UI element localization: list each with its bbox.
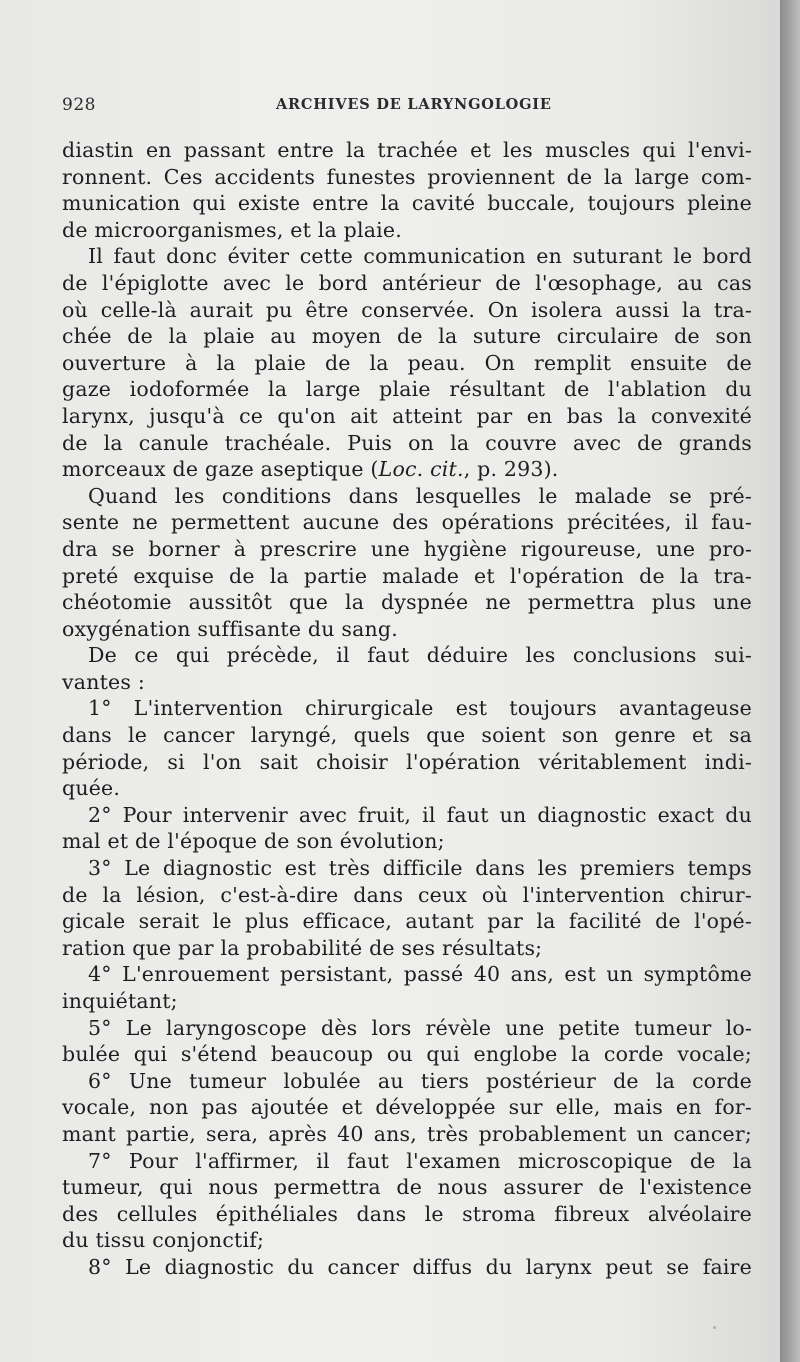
- citation-tail: , p. 293).: [463, 457, 559, 482]
- page-number: 928: [62, 95, 96, 115]
- citation-lead: morceaux de gaze aseptique (: [62, 457, 379, 482]
- text-line: ouverture à la plaie de la peau. On remplit ensuite de: [62, 350, 752, 375]
- text-line: dans le cancer laryngé, quels que soient son genre et sa: [62, 723, 752, 748]
- text-line: quée.: [62, 776, 121, 801]
- text-line: tumeur, qui nous permettra de nous assurer de l'existence: [62, 1175, 752, 1200]
- page-header: [62, 95, 752, 119]
- text-line: preté exquise de la partie malade et l'opération de la tra-: [62, 563, 752, 588]
- text-line: mant partie, sera, après 40 ans, très probablement un cancer;: [62, 1121, 752, 1146]
- text-line: 5° Le laryngoscope dès lors révèle une petite tumeur lo-: [88, 1015, 752, 1040]
- text-line: 4° L'enrouement persistant, passé 40 ans, est un symptôme: [88, 962, 752, 987]
- text-line: 3° Le diagnostic est très difficile dans les premiers temps: [88, 856, 752, 881]
- text-line: ronnent. Ces accidents funestes proviennent de la large com-: [62, 164, 752, 189]
- citation-italic: Loc. cit.: [378, 457, 464, 482]
- text-line: Il faut donc éviter cette communication en suturant le bord: [88, 244, 752, 269]
- text-line: ration que par la probabilité de ses résultats;: [62, 935, 543, 960]
- text-line: dra se borner à prescrire une hygiène rigoureuse, une pro-: [62, 536, 752, 561]
- text-line: 6° Une tumeur lobulée au tiers postérieur de la corde: [88, 1068, 752, 1093]
- text-line: chéotomie aussitôt que la dyspnée ne permettra plus une: [62, 590, 752, 615]
- text-line: période, si l'on sait choisir l'opération véritablement indi-: [62, 749, 752, 774]
- text-line: 2° Pour intervenir avec fruit, il faut un diagnostic exact du: [88, 802, 752, 827]
- body-text: [62, 137, 752, 1281]
- text-line: inquiétant;: [62, 989, 178, 1013]
- citation-line: [62, 456, 752, 483]
- page-edge-shadow: [780, 0, 800, 1362]
- paper-speck: [713, 1326, 716, 1329]
- text-line: Quand les conditions dans lesquelles le malade se pré-: [88, 483, 752, 508]
- text-line: gaze iodoformée la large plaie résultant de l'ablation du: [62, 377, 752, 402]
- text-line: gicale serait le plus efficace, autant par la facilité de l'opé-: [62, 909, 752, 934]
- text-line: de la lésion, c'est-à-dire dans ceux où l'intervention chirur-: [62, 882, 752, 907]
- text-line: diastin en passant entre la trachée et les muscles qui l'envi-: [62, 138, 752, 162]
- text-line: des cellules épithéliales dans le stroma fibreux alvéolaire: [62, 1201, 752, 1226]
- text-line: 7° Pour l'affirmer, il faut l'examen microscopique de la: [88, 1148, 752, 1173]
- text-line: vocale, non pas ajoutée et développée sur elle, mais en for-: [62, 1095, 752, 1120]
- text-line: du tissu conjonctif;: [62, 1228, 265, 1253]
- text-line: chée de la plaie au moyen de la suture circulaire de son: [62, 324, 752, 349]
- running-title: ARCHIVES DE LARYNGOLOGIE: [276, 96, 552, 113]
- text-line: de microorganismes, et la plaie.: [62, 217, 402, 242]
- text-line: vantes :: [62, 669, 145, 694]
- text-line: 1° L'intervention chirurgicale est toujours avantageuse: [88, 696, 752, 721]
- text-line: sente ne permettent aucune des opérations précitées, il fau-: [62, 510, 752, 535]
- text-line: de la canule trachéale. Puis on la couvre avec de grands: [62, 430, 752, 455]
- text-line: De ce qui précède, il faut déduire les conclusions sui-: [88, 643, 752, 668]
- text-line: où celle-là aurait pu être conservée. On isolera aussi la tra-: [62, 297, 752, 322]
- text-line: de l'épiglotte avec le bord antérieur de l'œsophage, au cas: [62, 270, 752, 295]
- text-line: larynx, jusqu'à ce qu'on ait atteint par en bas la convexité: [62, 403, 752, 428]
- text-line: mal et de l'époque de son évolution;: [62, 829, 445, 854]
- text-line: bulée qui s'étend beaucoup ou qui englobe la corde vocale;: [62, 1042, 752, 1067]
- text-line: 8° Le diagnostic du cancer diffus du larynx peut se faire: [88, 1254, 752, 1279]
- text-line: munication qui existe entre la cavité buccale, toujours pleine: [62, 191, 752, 216]
- text-line: oxygénation suffisante du sang.: [62, 616, 398, 641]
